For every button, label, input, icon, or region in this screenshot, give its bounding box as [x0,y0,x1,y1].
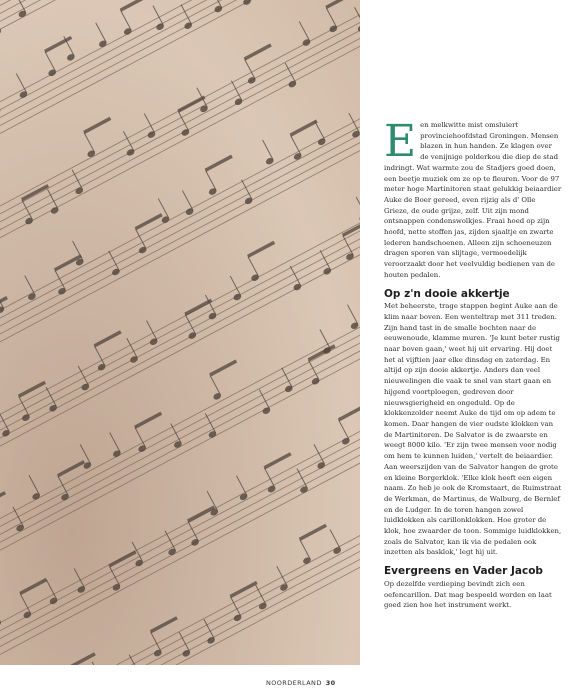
magazine-name: NOORDERLAND [266,679,322,687]
body-paragraph-2: Op dezelfde verdieping bevindt zich een oefencarillon. Dat mag bespeeld worden en laat goed zien hoe het instrument werkt. [384,579,552,610]
section-heading-1: Op z'n dooie akkertje [384,287,510,300]
section-heading-2: Evergreens en Vader Jacob [384,565,543,578]
intro-paragraph [384,116,562,281]
page-number: 30 [325,679,336,687]
intro-text: en melkwitte mist omsluiert provinciehoofdstad Groningen. Mensen blazen in hun handen. Ze klagen over de venijnige polderkou die diep de stad indringt. Wat warmte zou de Stadjers goed doen, een beetje muziek om ze op te fleuren. Voor de 97 meter hoge Martinitoren staat gelukkig beiaardier Auke de Boer gereed, even rijzig als d' Olle Grieze, de oude grijze, zelf. Uit zijn mond ontsnappen condenswolkjes. Fraai hoed op zijn hoofd, nette stoffen jas, zijden sjaaltje en zwarte lederen handschoenen. Alleen zijn schoeneuzen dragen sporen van slijtage, vermoedelijk veroorzaakt door het veelvuldig bedienen van de houten pedalen. [384,121,562,279]
article-column [384,116,562,611]
body-paragraph-1: Met beheerste, trage stappen begint Auke aan de klim naar boven. Een wenteltrap met 311 treden. Zijn hand tast in de smalle bochten naar de eeuwenoude, klamme muren. 'Je kunt beter rustig naar boven gaan,' weet hij uit ervaring. Hij doet het al vijftien jaar elke dinsdag en zaterdag. En altijd op zijn dooie akkertje. Anders dan veel nieuwelingen die vaak te snel van start gaan en hijgend voortploegen, gedreven door nieuwsgierigheid en ongeduld. Op de klokkenzolder neemt Auke de tijd om op adem te komen. Daar hangen de vier oudste klokken van de Martinitoren. De Salvator is de zwaarste en weegt 8000 kilo. 'Er zijn twee mensen voor nodig om hem te kunnen luiden,' vertelt de beiaardier. Aan weerszijden van de Salvator hangen de grote en kleine Borgerklok. 'Elke klok heeft een eigen naam. Zo heb je ook de Kromstaart, de Ruimstraat de Werkman, de Martinus, de Walburg, de Bernlef en de Ludger. In de toren hangen zowel luidklokken als carillonklokken. Hoe groter de klok, hoe zwaarder de toon. Sommige luidklokken, zoals de Salvator, kan ik via de pedalen ook inzetten als basklok,' legt hij uit. [384,302,562,557]
page-footer [266,679,336,687]
drop-cap: E [384,116,417,167]
